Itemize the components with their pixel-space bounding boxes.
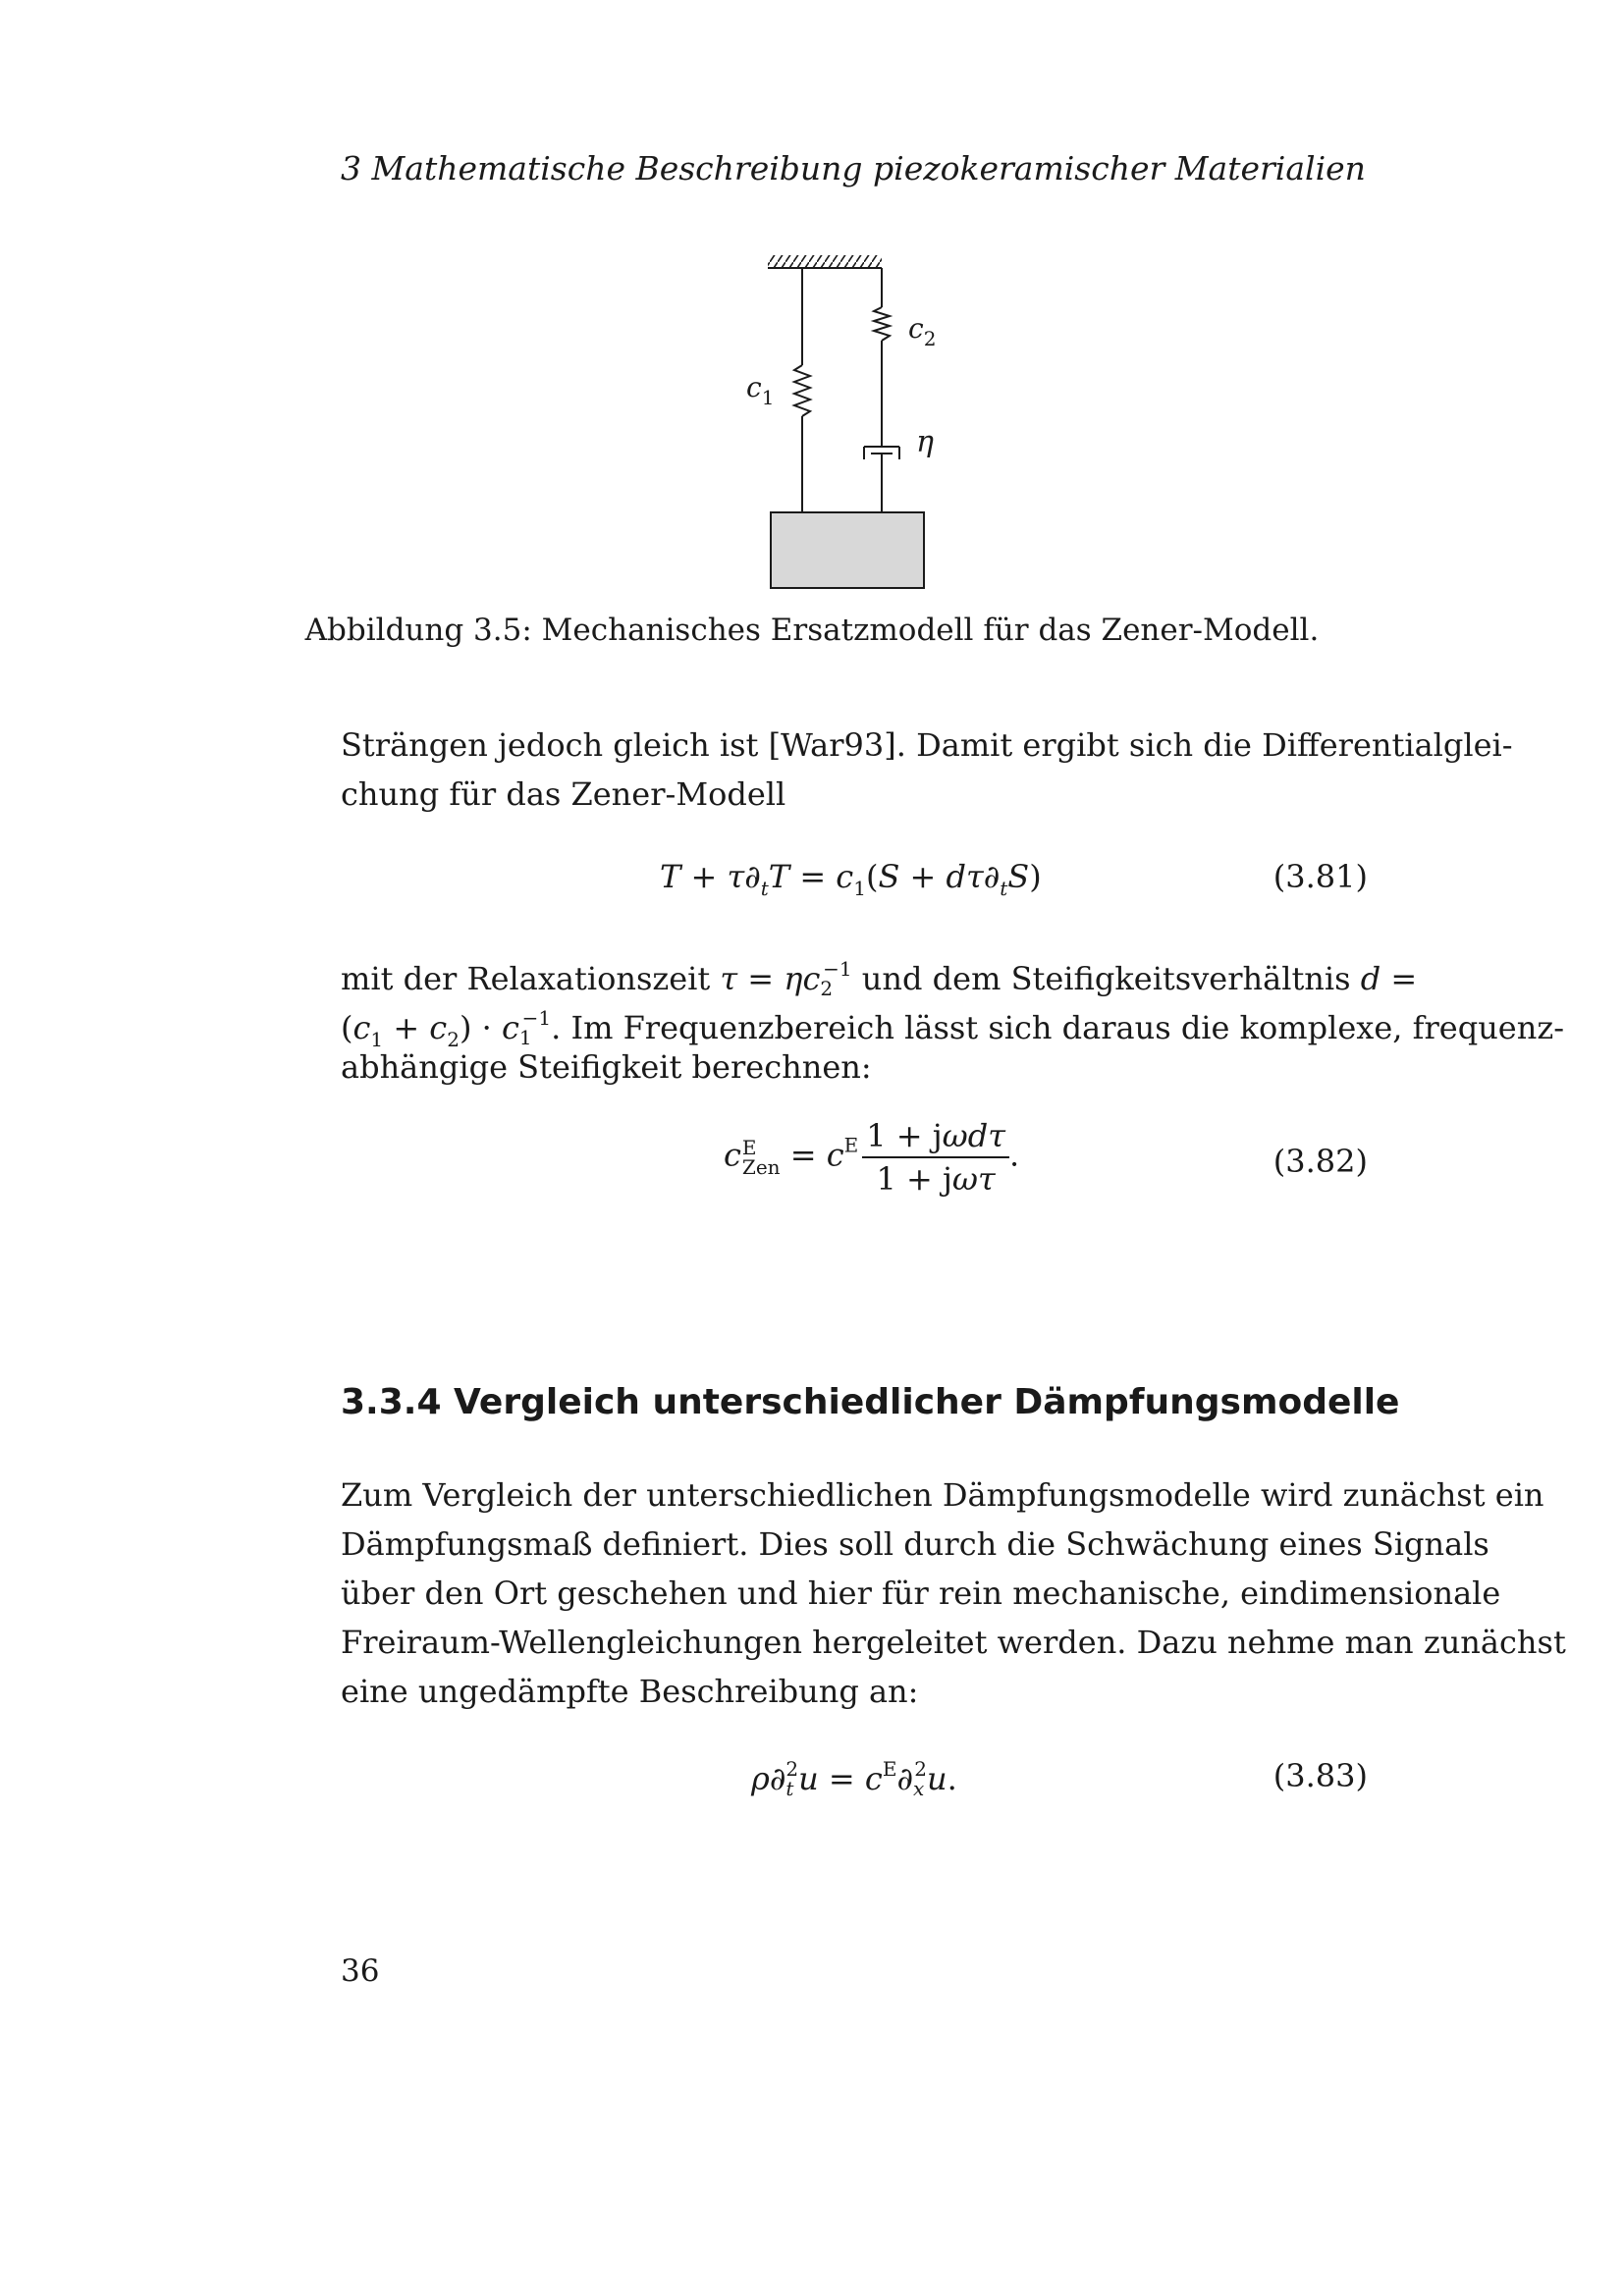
spring-c1	[794, 365, 810, 416]
paragraph-line: Dämpfungsmaß definiert. Dies soll durch die Schwächung eines Signals	[341, 1525, 1489, 1563]
label-eta: η	[916, 425, 934, 459]
label-c1: $c_1$	[746, 371, 775, 409]
paragraph-2	[341, 944, 1565, 1092]
label-c2: $c_2$	[908, 312, 937, 350]
equation-3-83: $\rho\partial_t^2u = c^E\partial_x^2u$. (3.83)	[751, 1757, 1368, 1800]
equation-number: (3.83)	[1272, 1757, 1368, 1794]
fixed-wall-hatch	[768, 255, 882, 267]
equation-3-82: c E Zen = $c^E$ $\frac{\text{1 + jωdτ}}{\text{1 + jωτ}}$ . (3.82)	[724, 1117, 1368, 1198]
equation-number: (3.81)	[1272, 858, 1368, 895]
paragraph-line: chung für das Zener-Modell	[341, 775, 786, 813]
paragraph-line: über den Ort geschehen und hier für rein mechanische, eindimensionale	[341, 1575, 1501, 1612]
paragraph-line: abhängige Steifigkeit berechnen:	[341, 1048, 872, 1086]
spring-c2	[874, 307, 890, 341]
paragraph-3	[341, 1470, 1566, 1716]
paragraph-line: $(c_1 + c_2) \cdot c_1^{-1}$. Im Frequenzbereich lässt sich daraus die komplexe, frequenz-	[341, 1006, 1565, 1051]
page-number: 36	[341, 1953, 380, 1989]
section-heading: 3.3.4 Vergleich unterschiedlicher Dämpfungsmodelle	[341, 1382, 1400, 1422]
equation-number: (3.82)	[1272, 1143, 1368, 1180]
equation-3-81: $T + \tau\partial_tT = c_1(S + d\tau\partial_tS)$ (3.81)	[660, 858, 1368, 900]
paragraph-line: eine ungedämpfte Beschreibung an:	[341, 1673, 919, 1710]
running-header: 3 Mathematische Beschreibung piezokeramischer Materialien	[341, 149, 1366, 187]
mass-block	[771, 512, 924, 588]
paragraph-1	[341, 721, 1513, 819]
paragraph-line: Freiraum-Wellengleichungen hergeleitet werden. Dazu nehme man zunächst	[341, 1624, 1566, 1661]
zener-model-figure	[746, 250, 943, 599]
paragraph-line: mit der Relaxationszeit $\tau = \eta c_2^{-1}$ und dem Steifigkeitsverhältnis d =	[341, 957, 1418, 1000]
paragraph-line: Zum Vergleich der unterschiedlichen Dämpfungsmodelle wird zunächst ein	[341, 1476, 1544, 1514]
paragraph-line: Strängen jedoch gleich ist [War93]. Damit ergibt sich die Differentialglei-	[341, 726, 1513, 764]
figure-caption: Abbildung 3.5: Mechanisches Ersatzmodell für das Zener-Modell.	[304, 613, 1320, 648]
